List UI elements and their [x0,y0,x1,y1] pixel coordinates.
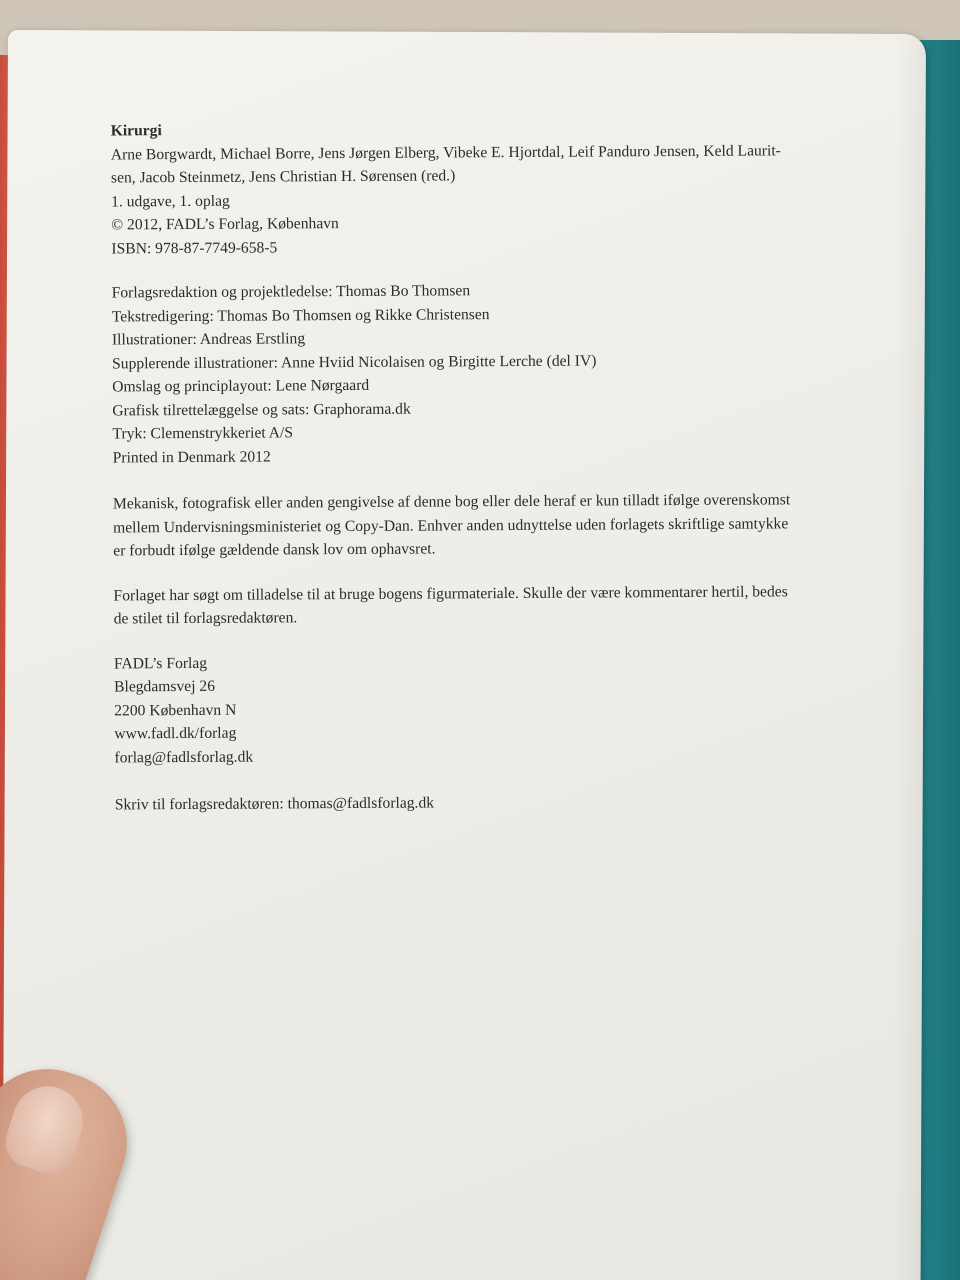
permissions-line-1: Forlaget har søgt om tilladelse til at bruge bogens figurmateriale. Skulle der være kommentarer hertil, bedes [113,582,788,604]
authors-line-1: Arne Borgwardt, Michael Borre, Jens Jørgen Elberg, Vibeke E. Hjortdal, Leif Panduro Jensen, Keld Laurit- [110,141,781,163]
permissions-line-2: de stilet til forlagsredaktøren. [113,609,298,628]
credit-line: Omslag og principlayout: Lene Nørgaard [112,376,370,396]
credit-line: Grafisk tilrettelæggelse og sats: Graphorama.dk [112,400,411,419]
credit-line: Supplerende illustrationer: Anne Hviid Nicolaisen og Birgitte Lerche (del IV) [112,351,597,372]
address-line: forlag@fadlsforlag.dk [114,748,254,766]
address-line: 2200 København N [114,701,237,719]
credit-line: Printed in Denmark 2012 [112,447,271,466]
edition: 1. udgave, 1. oplag [111,192,230,210]
contact-line: Skriv til forlagsredaktøren: thomas@fadlsforlag.dk [114,794,435,814]
address-line: Blegdamsvej 26 [114,677,216,696]
thumbnail [0,1077,92,1179]
copyright: © 2012, FADL’s Forlag, København [111,215,339,234]
legal-line-2: mellem Undervisningsministeriet og Copy-Dan. Enhver anden udnyttelse uden forlagets skriftlige samtykke [113,514,789,536]
isbn: ISBN: 978-87-7749-658-5 [111,238,278,257]
credit-line: Tryk: Clemenstrykkeriet A/S [112,424,294,443]
authors-line-2: sen, Jacob Steinmetz, Jens Christian H. Sørensen (red.) [110,167,456,187]
credit-line: Illustrationer: Andreas Erstling [111,330,306,349]
credit-line: Forlagsredaktion og projektledelse: Thomas Bo Thomsen [111,282,471,302]
address-line: www.fadl.dk/forlag [114,724,237,743]
book-title: Kirurgi [110,122,162,140]
credit-line: Tekstredigering: Thomas Bo Thomsen og Rikke Christensen [111,305,490,325]
legal-line-1: Mekanisk, fotografisk eller anden gengivelse af denne bog eller dele heraf er kun tilladt ifølge overenskomst [112,491,791,513]
address-line: FADL’s Forlag [113,654,208,672]
legal-line-3: er forbudt ifølge gældende dansk lov om ophavsret. [113,540,436,560]
colophon-text [111,115,845,817]
book-page [3,30,926,1280]
